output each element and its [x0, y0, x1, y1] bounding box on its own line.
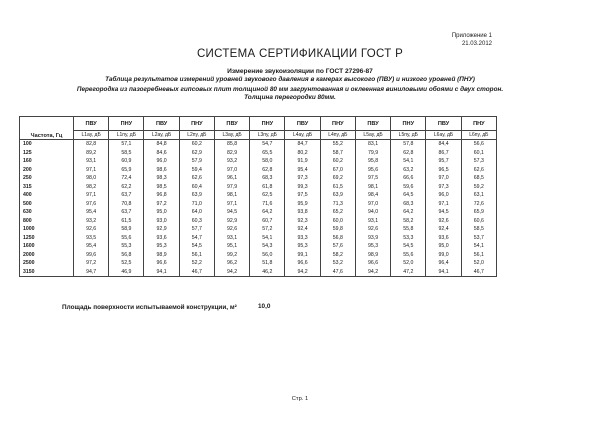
- value-cell: 55,3: [109, 242, 144, 251]
- unit-header: L2пу, дБ: [179, 131, 214, 140]
- value-cell: 55,8: [391, 225, 426, 234]
- value-cell: 92,4: [426, 225, 461, 234]
- frequency-cell: 1250: [20, 234, 74, 243]
- value-cell: 72,6: [461, 200, 496, 209]
- value-cell: 98,0: [74, 174, 109, 183]
- value-cell: 95,6: [355, 166, 390, 175]
- unit-header: L1ау, дБ: [74, 131, 109, 140]
- value-cell: 94,0: [355, 208, 390, 217]
- value-cell: 97,2: [144, 200, 179, 209]
- value-cell: 98,3: [144, 174, 179, 183]
- unit-header: L6пу, дБ: [461, 131, 496, 140]
- frequency-cell: 2000: [20, 251, 74, 260]
- value-cell: 93,2: [74, 217, 109, 226]
- value-cell: 95,1: [214, 242, 249, 251]
- group-header: ПВУ: [214, 117, 249, 131]
- value-cell: 92,6: [426, 217, 461, 226]
- value-cell: 59,2: [461, 183, 496, 192]
- frequency-cell: 125: [20, 149, 74, 158]
- unit-header: L5ау, дБ: [355, 131, 390, 140]
- unit-header: L5пу, дБ: [391, 131, 426, 140]
- value-cell: 62,8: [391, 149, 426, 158]
- value-cell: 95,0: [144, 208, 179, 217]
- frequency-cell: 2500: [20, 259, 74, 268]
- value-cell: 99,3: [285, 183, 320, 192]
- unit-header: L4пу, дБ: [320, 131, 355, 140]
- group-header: ПВУ: [355, 117, 390, 131]
- value-cell: 82,8: [74, 140, 109, 149]
- value-cell: 93,6: [144, 234, 179, 243]
- value-cell: 57,3: [461, 157, 496, 166]
- unit-header: L2ау, дБ: [144, 131, 179, 140]
- table-row: [20, 251, 497, 260]
- value-cell: 94,2: [285, 268, 320, 277]
- value-cell: 97,0: [214, 166, 249, 175]
- value-cell: 54,5: [179, 242, 214, 251]
- value-cell: 98,5: [144, 183, 179, 192]
- area-value: 10,0: [258, 303, 271, 310]
- value-cell: 53,2: [320, 259, 355, 268]
- value-cell: 64,5: [391, 191, 426, 200]
- value-cell: 93,5: [74, 234, 109, 243]
- value-cell: 63,9: [320, 191, 355, 200]
- value-cell: 58,0: [250, 157, 285, 166]
- value-cell: 96,6: [355, 259, 390, 268]
- value-cell: 52,0: [461, 259, 496, 268]
- frequency-cell: 200: [20, 166, 74, 175]
- value-cell: 60,9: [109, 157, 144, 166]
- value-cell: 61,8: [250, 183, 285, 192]
- value-cell: 64,2: [391, 208, 426, 217]
- value-cell: 92,9: [144, 225, 179, 234]
- value-cell: 52,0: [391, 259, 426, 268]
- value-cell: 47,2: [391, 268, 426, 277]
- value-cell: 57,6: [320, 242, 355, 251]
- value-cell: 56,1: [461, 251, 496, 260]
- value-cell: 60,1: [461, 149, 496, 158]
- appendix-label: Приложение 1: [451, 33, 492, 39]
- value-cell: 84,4: [426, 140, 461, 149]
- value-cell: 96,2: [214, 259, 249, 268]
- value-cell: 97,0: [355, 200, 390, 209]
- value-cell: 64,2: [250, 208, 285, 217]
- value-cell: 62,6: [461, 166, 496, 175]
- page-title: СИСТЕМА СЕРТИФИКАЦИИ ГОСТ Р: [196, 48, 404, 60]
- value-cell: 86,7: [426, 149, 461, 158]
- value-cell: 61,5: [109, 217, 144, 226]
- value-cell: 95,3: [355, 242, 390, 251]
- value-cell: 57,7: [179, 225, 214, 234]
- value-cell: 97,0: [426, 174, 461, 183]
- value-cell: 79,9: [355, 149, 390, 158]
- value-cell: 97,2: [74, 259, 109, 268]
- value-cell: 98,4: [355, 191, 390, 200]
- value-cell: 65,5: [250, 149, 285, 158]
- value-cell: 63,7: [109, 208, 144, 217]
- value-cell: 59,6: [391, 183, 426, 192]
- table-row: [20, 174, 497, 183]
- value-cell: 60,2: [320, 157, 355, 166]
- value-cell: 46,7: [461, 268, 496, 277]
- table-caption: Таблица результатов измерений уровней звукового давления в камерах высокого (ПВУ) и низкого уровней (ПНУ): [105, 76, 475, 83]
- group-header: ПНУ: [391, 117, 426, 131]
- frequency-cell: 100: [20, 140, 74, 149]
- value-cell: 96,6: [144, 259, 179, 268]
- value-cell: 60,6: [461, 217, 496, 226]
- group-header: ПВУ: [285, 117, 320, 131]
- value-cell: 67,0: [320, 166, 355, 175]
- value-cell: 96,6: [285, 259, 320, 268]
- value-cell: 93,3: [285, 234, 320, 243]
- value-cell: 82,9: [214, 149, 249, 158]
- value-cell: 58,5: [461, 225, 496, 234]
- value-cell: 89,2: [74, 149, 109, 158]
- value-cell: 93,8: [285, 208, 320, 217]
- table-row: [20, 191, 497, 200]
- value-cell: 97,1: [74, 166, 109, 175]
- value-cell: 57,8: [391, 140, 426, 149]
- value-cell: 94,1: [144, 268, 179, 277]
- value-cell: 60,0: [320, 217, 355, 226]
- table-row: [20, 149, 497, 158]
- value-cell: 56,8: [320, 234, 355, 243]
- table-row: [20, 166, 497, 175]
- value-cell: 93,1: [74, 157, 109, 166]
- value-cell: 99,1: [285, 251, 320, 260]
- value-cell: 65,9: [109, 166, 144, 175]
- group-header: ПВУ: [426, 117, 461, 131]
- value-cell: 57,9: [179, 157, 214, 166]
- value-cell: 56,6: [461, 140, 496, 149]
- value-cell: 63,1: [461, 191, 496, 200]
- value-cell: 63,2: [391, 166, 426, 175]
- value-cell: 93,0: [144, 217, 179, 226]
- value-cell: 99,2: [214, 251, 249, 260]
- value-cell: 60,2: [179, 140, 214, 149]
- value-cell: 99,0: [426, 251, 461, 260]
- frequency-cell: 630: [20, 208, 74, 217]
- value-cell: 60,7: [250, 217, 285, 226]
- value-cell: 61,5: [320, 183, 355, 192]
- value-cell: 72,4: [109, 174, 144, 183]
- group-header: ПНУ: [179, 117, 214, 131]
- value-cell: 71,3: [320, 200, 355, 209]
- group-header: ПНУ: [250, 117, 285, 131]
- value-cell: 92,4: [285, 225, 320, 234]
- value-cell: 96,5: [426, 166, 461, 175]
- value-cell: 97,3: [285, 174, 320, 183]
- value-cell: 97,3: [426, 183, 461, 192]
- value-cell: 54,5: [391, 242, 426, 251]
- value-cell: 96,1: [214, 174, 249, 183]
- value-cell: 59,4: [179, 166, 214, 175]
- value-cell: 68,3: [391, 200, 426, 209]
- group-header-row: [20, 117, 497, 131]
- value-cell: 94,5: [214, 208, 249, 217]
- frequency-cell: 315: [20, 183, 74, 192]
- value-cell: 84,6: [144, 149, 179, 158]
- value-cell: 55,6: [391, 251, 426, 260]
- unit-header: L4ау, дБ: [285, 131, 320, 140]
- value-cell: 84,7: [285, 140, 320, 149]
- table-row: [20, 225, 497, 234]
- value-cell: 60,3: [179, 217, 214, 226]
- unit-header-row: [20, 131, 497, 140]
- value-cell: 54,3: [250, 242, 285, 251]
- value-cell: 95,9: [285, 200, 320, 209]
- value-cell: 56,1: [179, 251, 214, 260]
- value-cell: 94,7: [74, 268, 109, 277]
- group-header: ПВУ: [74, 117, 109, 131]
- value-cell: 97,5: [355, 174, 390, 183]
- value-cell: 65,9: [461, 208, 496, 217]
- value-cell: 96,4: [426, 259, 461, 268]
- value-cell: 54,1: [391, 157, 426, 166]
- value-cell: 98,2: [74, 183, 109, 192]
- value-cell: 95,4: [74, 208, 109, 217]
- frequency-cell: 3150: [20, 268, 74, 277]
- value-cell: 83,1: [355, 140, 390, 149]
- value-cell: 58,5: [109, 149, 144, 158]
- value-cell: 47,6: [320, 268, 355, 277]
- table-body: [20, 140, 497, 277]
- unit-header: L3пу, дБ: [250, 131, 285, 140]
- value-cell: 95,4: [285, 166, 320, 175]
- value-cell: 52,5: [109, 259, 144, 268]
- value-cell: 46,2: [250, 268, 285, 277]
- value-cell: 54,7: [179, 234, 214, 243]
- value-cell: 85,8: [214, 140, 249, 149]
- table-row: [20, 242, 497, 251]
- page-subtitle: Измерение звукоизоляции по ГОСТ 27296-87: [227, 68, 373, 75]
- value-cell: 94,5: [426, 208, 461, 217]
- value-cell: 55,6: [109, 234, 144, 243]
- table-row: [20, 183, 497, 192]
- value-cell: 93,1: [214, 234, 249, 243]
- value-cell: 98,1: [214, 191, 249, 200]
- value-cell: 96,0: [426, 191, 461, 200]
- table-row: [20, 157, 497, 166]
- value-cell: 92,9: [214, 217, 249, 226]
- value-cell: 96,8: [144, 191, 179, 200]
- value-cell: 80,2: [285, 149, 320, 158]
- measurement-table: [19, 116, 497, 277]
- value-cell: 98,9: [355, 251, 390, 260]
- table-row: [20, 217, 497, 226]
- table-row: [20, 268, 497, 277]
- group-header: ПНУ: [461, 117, 496, 131]
- frequency-cell: 800: [20, 217, 74, 226]
- value-cell: 54,1: [461, 242, 496, 251]
- specimen-description: Перегородка из пазогребневых гипсовых плит толщиной 80 мм загрунтованная и оклеенная виниловыми обоями с двух сторон. Толщина перегородки 80мм.: [76, 86, 504, 101]
- value-cell: 95,7: [426, 157, 461, 166]
- value-cell: 92,6: [355, 225, 390, 234]
- value-cell: 58,2: [320, 251, 355, 260]
- group-header: ПНУ: [109, 117, 144, 131]
- value-cell: 95,3: [285, 242, 320, 251]
- value-cell: 84,8: [144, 140, 179, 149]
- table-row: [20, 259, 497, 268]
- value-cell: 93,6: [426, 234, 461, 243]
- unit-header: L3ау, дБ: [214, 131, 249, 140]
- value-cell: 63,7: [109, 191, 144, 200]
- value-cell: 95,0: [426, 242, 461, 251]
- value-cell: 70,8: [109, 200, 144, 209]
- value-cell: 94,2: [214, 268, 249, 277]
- value-cell: 62,9: [179, 149, 214, 158]
- frequency-cell: 400: [20, 191, 74, 200]
- value-cell: 68,3: [250, 174, 285, 183]
- value-cell: 58,9: [109, 225, 144, 234]
- unit-header: L1пу, дБ: [109, 131, 144, 140]
- appendix-block: [452, 32, 492, 48]
- value-cell: 98,6: [144, 166, 179, 175]
- value-cell: 62,5: [250, 191, 285, 200]
- value-cell: 62,6: [179, 174, 214, 183]
- value-cell: 97,1: [74, 191, 109, 200]
- value-cell: 93,1: [355, 217, 390, 226]
- frequency-cell: 1000: [20, 225, 74, 234]
- value-cell: 64,0: [179, 208, 214, 217]
- value-cell: 94,1: [426, 268, 461, 277]
- table-row: [20, 234, 497, 243]
- value-cell: 54,7: [250, 140, 285, 149]
- value-cell: 71,0: [179, 200, 214, 209]
- value-cell: 56,8: [109, 251, 144, 260]
- freq-header: Частота, Гц: [20, 117, 74, 140]
- frequency-cell: 500: [20, 200, 74, 209]
- value-cell: 68,5: [461, 174, 496, 183]
- value-cell: 58,2: [391, 217, 426, 226]
- value-cell: 60,4: [179, 183, 214, 192]
- value-cell: 66,6: [391, 174, 426, 183]
- value-cell: 53,3: [391, 234, 426, 243]
- value-cell: 56,0: [250, 251, 285, 260]
- value-cell: 57,1: [109, 140, 144, 149]
- value-cell: 53,7: [461, 234, 496, 243]
- page-number: Стр. 1: [291, 396, 309, 402]
- value-cell: 92,6: [74, 225, 109, 234]
- value-cell: 97,9: [214, 183, 249, 192]
- value-cell: 69,2: [320, 174, 355, 183]
- value-cell: 52,2: [179, 259, 214, 268]
- value-cell: 95,4: [74, 242, 109, 251]
- frequency-cell: 1600: [20, 242, 74, 251]
- value-cell: 95,3: [144, 242, 179, 251]
- value-cell: 62,8: [250, 166, 285, 175]
- value-cell: 98,9: [144, 251, 179, 260]
- value-cell: 71,6: [250, 200, 285, 209]
- value-cell: 57,2: [250, 225, 285, 234]
- value-cell: 46,9: [109, 268, 144, 277]
- unit-header: L6ау, дБ: [426, 131, 461, 140]
- group-header: ПНУ: [320, 117, 355, 131]
- value-cell: 95,8: [355, 157, 390, 166]
- value-cell: 93,2: [214, 157, 249, 166]
- frequency-cell: 250: [20, 174, 74, 183]
- appendix-date: 21.03.2012: [461, 41, 492, 47]
- value-cell: 65,2: [320, 208, 355, 217]
- value-cell: 97,5: [285, 191, 320, 200]
- value-cell: 54,1: [250, 234, 285, 243]
- value-cell: 55,2: [320, 140, 355, 149]
- value-cell: 51,8: [250, 259, 285, 268]
- area-label: Площадь поверхности испытываемой конструкции, м²: [62, 304, 237, 311]
- frequency-cell: 160: [20, 157, 74, 166]
- value-cell: 63,9: [179, 191, 214, 200]
- value-cell: 97,1: [426, 200, 461, 209]
- value-cell: 46,7: [179, 268, 214, 277]
- value-cell: 93,9: [355, 234, 390, 243]
- value-cell: 97,1: [214, 200, 249, 209]
- table-row: [20, 200, 497, 209]
- value-cell: 98,1: [355, 183, 390, 192]
- value-cell: 59,8: [320, 225, 355, 234]
- value-cell: 62,2: [109, 183, 144, 192]
- value-cell: 96,0: [144, 157, 179, 166]
- table-row: [20, 140, 497, 149]
- value-cell: 94,2: [355, 268, 390, 277]
- value-cell: 92,6: [214, 225, 249, 234]
- value-cell: 99,6: [74, 251, 109, 260]
- group-header: ПВУ: [144, 117, 179, 131]
- value-cell: 58,7: [320, 149, 355, 158]
- table-row: [20, 208, 497, 217]
- value-cell: 91,9: [285, 157, 320, 166]
- value-cell: 92,3: [285, 217, 320, 226]
- value-cell: 97,6: [74, 200, 109, 209]
